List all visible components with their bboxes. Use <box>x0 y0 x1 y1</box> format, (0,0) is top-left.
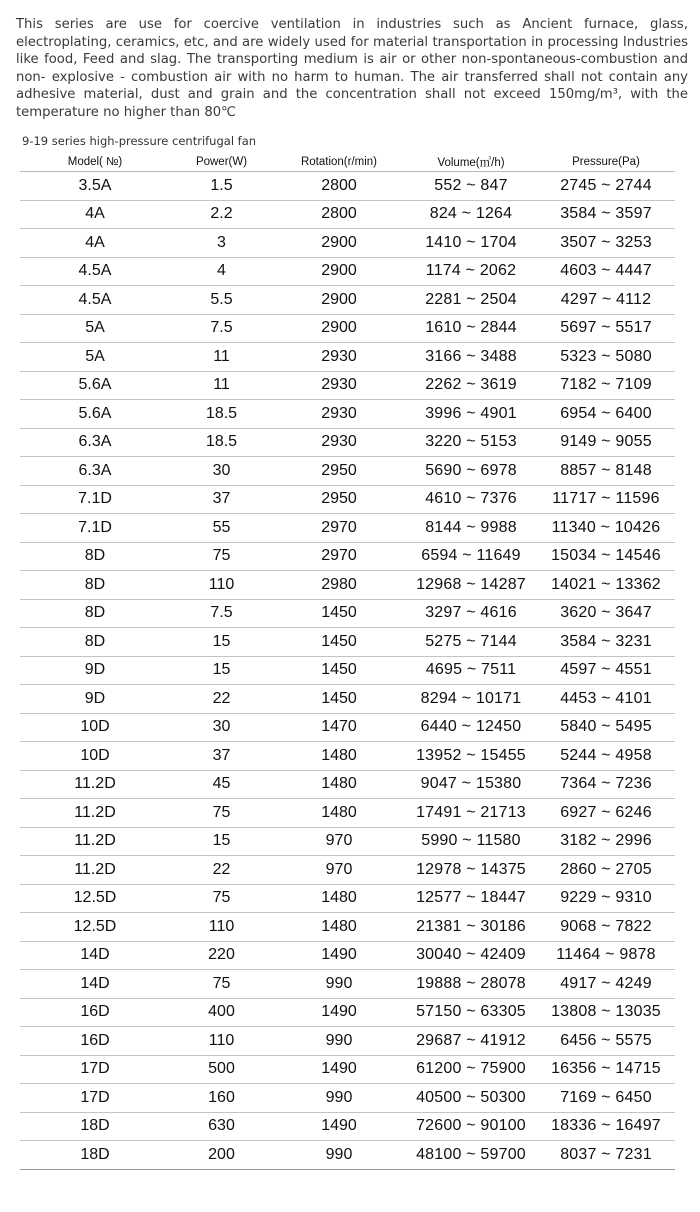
cell-model: 4.5A <box>20 257 170 286</box>
table-row <box>20 1084 675 1113</box>
cell-volume: 12577 ~ 18447 <box>405 884 537 913</box>
cell-power: 1.5 <box>170 172 273 201</box>
cell-pressure: 5323 ~ 5080 <box>537 343 675 372</box>
cell-rotation: 1480 <box>273 742 405 771</box>
cell-volume: 824 ~ 1264 <box>405 200 537 229</box>
cell-model: 3.5A <box>20 172 170 201</box>
table-row <box>20 742 675 771</box>
table-row <box>20 599 675 628</box>
cell-power: 11 <box>170 371 273 400</box>
cell-model: 11.2D <box>20 770 170 799</box>
cell-model: 4.5A <box>20 286 170 315</box>
cell-rotation: 2930 <box>273 428 405 457</box>
cell-power: 37 <box>170 742 273 771</box>
cell-rotation: 1480 <box>273 770 405 799</box>
cell-pressure: 5840 ~ 5495 <box>537 713 675 742</box>
cell-pressure: 3620 ~ 3647 <box>537 599 675 628</box>
cell-model: 6.3A <box>20 428 170 457</box>
cell-pressure: 16356 ~ 14715 <box>537 1055 675 1084</box>
cell-volume: 3166 ~ 3488 <box>405 343 537 372</box>
cell-volume: 12968 ~ 14287 <box>405 571 537 600</box>
cell-power: 15 <box>170 827 273 856</box>
cell-power: 75 <box>170 799 273 828</box>
cell-volume: 19888 ~ 28078 <box>405 970 537 999</box>
cell-pressure: 11717 ~ 11596 <box>537 485 675 514</box>
cell-pressure: 11464 ~ 9878 <box>537 941 675 970</box>
cell-model: 9D <box>20 685 170 714</box>
cell-power: 22 <box>170 856 273 885</box>
fan-spec-table <box>20 152 675 1170</box>
cell-model: 14D <box>20 970 170 999</box>
cell-model: 8D <box>20 628 170 657</box>
cell-model: 11.2D <box>20 827 170 856</box>
header-power: Power(W) <box>170 152 273 172</box>
cell-volume: 2262 ~ 3619 <box>405 371 537 400</box>
table-row <box>20 571 675 600</box>
cell-pressure: 15034 ~ 14546 <box>537 542 675 571</box>
cell-power: 200 <box>170 1141 273 1170</box>
cell-pressure: 3584 ~ 3231 <box>537 628 675 657</box>
cell-volume: 6440 ~ 12450 <box>405 713 537 742</box>
cell-pressure: 14021 ~ 13362 <box>537 571 675 600</box>
cell-volume: 3996 ~ 4901 <box>405 400 537 429</box>
cell-rotation: 1450 <box>273 599 405 628</box>
cell-rotation: 990 <box>273 1141 405 1170</box>
cell-model: 8D <box>20 599 170 628</box>
cell-pressure: 3507 ~ 3253 <box>537 229 675 258</box>
cell-pressure: 6456 ~ 5575 <box>537 1027 675 1056</box>
cell-pressure: 2860 ~ 2705 <box>537 856 675 885</box>
cell-power: 75 <box>170 884 273 913</box>
cell-rotation: 2970 <box>273 542 405 571</box>
cell-model: 4A <box>20 200 170 229</box>
cell-volume: 5990 ~ 11580 <box>405 827 537 856</box>
table-row <box>20 685 675 714</box>
cell-model: 12.5D <box>20 913 170 942</box>
cell-volume: 61200 ~ 75900 <box>405 1055 537 1084</box>
cell-volume: 4610 ~ 7376 <box>405 485 537 514</box>
cell-rotation: 2930 <box>273 400 405 429</box>
cell-model: 5A <box>20 314 170 343</box>
cell-model: 17D <box>20 1055 170 1084</box>
cell-volume: 21381 ~ 30186 <box>405 913 537 942</box>
cell-rotation: 990 <box>273 970 405 999</box>
cell-rotation: 1490 <box>273 1055 405 1084</box>
cell-pressure: 6954 ~ 6400 <box>537 400 675 429</box>
cell-pressure: 5697 ~ 5517 <box>537 314 675 343</box>
cell-pressure: 5244 ~ 4958 <box>537 742 675 771</box>
cell-pressure: 11340 ~ 10426 <box>537 514 675 543</box>
cell-pressure: 6927 ~ 6246 <box>537 799 675 828</box>
cell-rotation: 2800 <box>273 200 405 229</box>
intro-paragraph: This series are use for coercive ventilation in industries such as Ancient furnace, glass, electroplating, ceramics, etc, and are widely used for material transportation in processing Industries like food, Feed and slag. The transporting medium is air or other non-spontaneous-combustion and non- explosive - combustion air with no harm to human. The air transferred shall not contain any adhesive material, dust and grain and the concentration shall not exceed 150mg/m³, with the temperature no higher than 80℃ <box>16 17 688 120</box>
cell-rotation: 2900 <box>273 229 405 258</box>
cell-volume: 8144 ~ 9988 <box>405 514 537 543</box>
table-row <box>20 371 675 400</box>
cell-rotation: 2930 <box>273 371 405 400</box>
cell-model: 10D <box>20 713 170 742</box>
cell-pressure: 4917 ~ 4249 <box>537 970 675 999</box>
cell-pressure: 8037 ~ 7231 <box>537 1141 675 1170</box>
cell-model: 5A <box>20 343 170 372</box>
cell-rotation: 2900 <box>273 314 405 343</box>
cell-power: 22 <box>170 685 273 714</box>
cell-volume: 29687 ~ 41912 <box>405 1027 537 1056</box>
cell-rotation: 2970 <box>273 514 405 543</box>
cell-power: 75 <box>170 970 273 999</box>
cell-power: 160 <box>170 1084 273 1113</box>
table-row <box>20 827 675 856</box>
cell-rotation: 970 <box>273 827 405 856</box>
cell-model: 5.6A <box>20 400 170 429</box>
cell-volume: 4695 ~ 7511 <box>405 656 537 685</box>
cell-pressure: 7364 ~ 7236 <box>537 770 675 799</box>
cell-volume: 30040 ~ 42409 <box>405 941 537 970</box>
table-row <box>20 1112 675 1141</box>
cell-rotation: 990 <box>273 1084 405 1113</box>
cell-pressure: 4597 ~ 4551 <box>537 656 675 685</box>
cell-power: 55 <box>170 514 273 543</box>
cell-power: 75 <box>170 542 273 571</box>
table-row <box>20 542 675 571</box>
cell-pressure: 9149 ~ 9055 <box>537 428 675 457</box>
table-row <box>20 713 675 742</box>
cell-rotation: 1480 <box>273 913 405 942</box>
table-row <box>20 400 675 429</box>
cell-volume: 3297 ~ 4616 <box>405 599 537 628</box>
cell-volume: 48100 ~ 59700 <box>405 1141 537 1170</box>
header-pressure: Pressure(Pa) <box>537 152 675 172</box>
cell-rotation: 2950 <box>273 485 405 514</box>
cell-volume: 1610 ~ 2844 <box>405 314 537 343</box>
cell-model: 18D <box>20 1112 170 1141</box>
cell-volume: 13952 ~ 15455 <box>405 742 537 771</box>
table-row <box>20 941 675 970</box>
cell-model: 18D <box>20 1141 170 1170</box>
cell-pressure: 3182 ~ 2996 <box>537 827 675 856</box>
table-row <box>20 856 675 885</box>
cell-power: 500 <box>170 1055 273 1084</box>
cell-model: 6.3A <box>20 457 170 486</box>
cell-model: 8D <box>20 542 170 571</box>
cell-model: 7.1D <box>20 514 170 543</box>
cell-volume: 6594 ~ 11649 <box>405 542 537 571</box>
cell-rotation: 2800 <box>273 172 405 201</box>
cell-pressure: 7169 ~ 6450 <box>537 1084 675 1113</box>
cell-rotation: 1490 <box>273 941 405 970</box>
table-row <box>20 1141 675 1170</box>
cell-rotation: 2980 <box>273 571 405 600</box>
table-row <box>20 485 675 514</box>
table-row <box>20 884 675 913</box>
cell-pressure: 7182 ~ 7109 <box>537 371 675 400</box>
cell-volume: 57150 ~ 63305 <box>405 998 537 1027</box>
table-row <box>20 343 675 372</box>
cell-volume: 1410 ~ 1704 <box>405 229 537 258</box>
cell-rotation: 1450 <box>273 685 405 714</box>
cell-power: 15 <box>170 628 273 657</box>
table-row <box>20 913 675 942</box>
cell-model: 11.2D <box>20 856 170 885</box>
cell-volume: 1174 ~ 2062 <box>405 257 537 286</box>
table-row <box>20 628 675 657</box>
cell-pressure: 4603 ~ 4447 <box>537 257 675 286</box>
cell-rotation: 2900 <box>273 286 405 315</box>
cell-rotation: 1490 <box>273 1112 405 1141</box>
table-row <box>20 799 675 828</box>
cell-power: 11 <box>170 343 273 372</box>
cell-volume: 12978 ~ 14375 <box>405 856 537 885</box>
cell-volume: 17491 ~ 21713 <box>405 799 537 828</box>
cell-rotation: 1470 <box>273 713 405 742</box>
cell-volume: 5690 ~ 6978 <box>405 457 537 486</box>
cell-volume: 40500 ~ 50300 <box>405 1084 537 1113</box>
cell-model: 14D <box>20 941 170 970</box>
table-row <box>20 1055 675 1084</box>
table-row <box>20 998 675 1027</box>
table-header <box>20 152 675 172</box>
cell-rotation: 970 <box>273 856 405 885</box>
cell-model: 16D <box>20 998 170 1027</box>
header-rotation: Rotation(r/min) <box>273 152 405 172</box>
cell-power: 7.5 <box>170 314 273 343</box>
table-row <box>20 314 675 343</box>
cell-pressure: 9229 ~ 9310 <box>537 884 675 913</box>
cell-power: 7.5 <box>170 599 273 628</box>
table-caption: 9-19 series high-pressure centrifugal fan <box>22 134 257 148</box>
cell-power: 110 <box>170 1027 273 1056</box>
table-body <box>20 172 675 1170</box>
cell-rotation: 2950 <box>273 457 405 486</box>
cell-model: 12.5D <box>20 884 170 913</box>
cell-volume: 2281 ~ 2504 <box>405 286 537 315</box>
table-row <box>20 514 675 543</box>
cell-volume: 9047 ~ 15380 <box>405 770 537 799</box>
header-row <box>20 152 675 172</box>
cell-rotation: 1490 <box>273 998 405 1027</box>
cell-volume: 72600 ~ 90100 <box>405 1112 537 1141</box>
cell-volume: 3220 ~ 5153 <box>405 428 537 457</box>
table-row <box>20 229 675 258</box>
header-model: Model( №) <box>20 152 170 172</box>
cell-pressure: 13808 ~ 13035 <box>537 998 675 1027</box>
cell-power: 30 <box>170 713 273 742</box>
cell-rotation: 1480 <box>273 799 405 828</box>
cell-power: 4 <box>170 257 273 286</box>
table-row <box>20 200 675 229</box>
cell-power: 3 <box>170 229 273 258</box>
cell-power: 220 <box>170 941 273 970</box>
cell-model: 10D <box>20 742 170 771</box>
cell-rotation: 2930 <box>273 343 405 372</box>
table-row <box>20 286 675 315</box>
cell-power: 30 <box>170 457 273 486</box>
cell-volume: 552 ~ 847 <box>405 172 537 201</box>
cell-model: 4A <box>20 229 170 258</box>
cell-pressure: 4453 ~ 4101 <box>537 685 675 714</box>
cell-model: 16D <box>20 1027 170 1056</box>
cell-volume: 8294 ~ 10171 <box>405 685 537 714</box>
cell-rotation: 1450 <box>273 628 405 657</box>
cell-power: 18.5 <box>170 428 273 457</box>
table-row <box>20 428 675 457</box>
table-row <box>20 970 675 999</box>
table-row <box>20 172 675 201</box>
cell-model: 9D <box>20 656 170 685</box>
cell-rotation: 1480 <box>273 884 405 913</box>
cell-power: 110 <box>170 571 273 600</box>
cell-power: 110 <box>170 913 273 942</box>
cell-rotation: 1450 <box>273 656 405 685</box>
cell-model: 11.2D <box>20 799 170 828</box>
cell-pressure: 2745 ~ 2744 <box>537 172 675 201</box>
table-row <box>20 257 675 286</box>
table-row <box>20 770 675 799</box>
cell-pressure: 8857 ~ 8148 <box>537 457 675 486</box>
cell-power: 2.2 <box>170 200 273 229</box>
cell-pressure: 18336 ~ 16497 <box>537 1112 675 1141</box>
cell-power: 400 <box>170 998 273 1027</box>
cell-power: 15 <box>170 656 273 685</box>
cell-volume: 5275 ~ 7144 <box>405 628 537 657</box>
cell-rotation: 990 <box>273 1027 405 1056</box>
cell-model: 5.6A <box>20 371 170 400</box>
cell-pressure: 4297 ~ 4112 <box>537 286 675 315</box>
cell-rotation: 2900 <box>273 257 405 286</box>
cell-power: 37 <box>170 485 273 514</box>
table-row <box>20 656 675 685</box>
cell-power: 18.5 <box>170 400 273 429</box>
cell-model: 7.1D <box>20 485 170 514</box>
cell-pressure: 3584 ~ 3597 <box>537 200 675 229</box>
cell-power: 5.5 <box>170 286 273 315</box>
table-row <box>20 457 675 486</box>
header-volume: Volume(㎥/h) <box>405 152 537 172</box>
cell-power: 630 <box>170 1112 273 1141</box>
cell-model: 8D <box>20 571 170 600</box>
cell-pressure: 9068 ~ 7822 <box>537 913 675 942</box>
table-row <box>20 1027 675 1056</box>
cell-power: 45 <box>170 770 273 799</box>
cell-model: 17D <box>20 1084 170 1113</box>
